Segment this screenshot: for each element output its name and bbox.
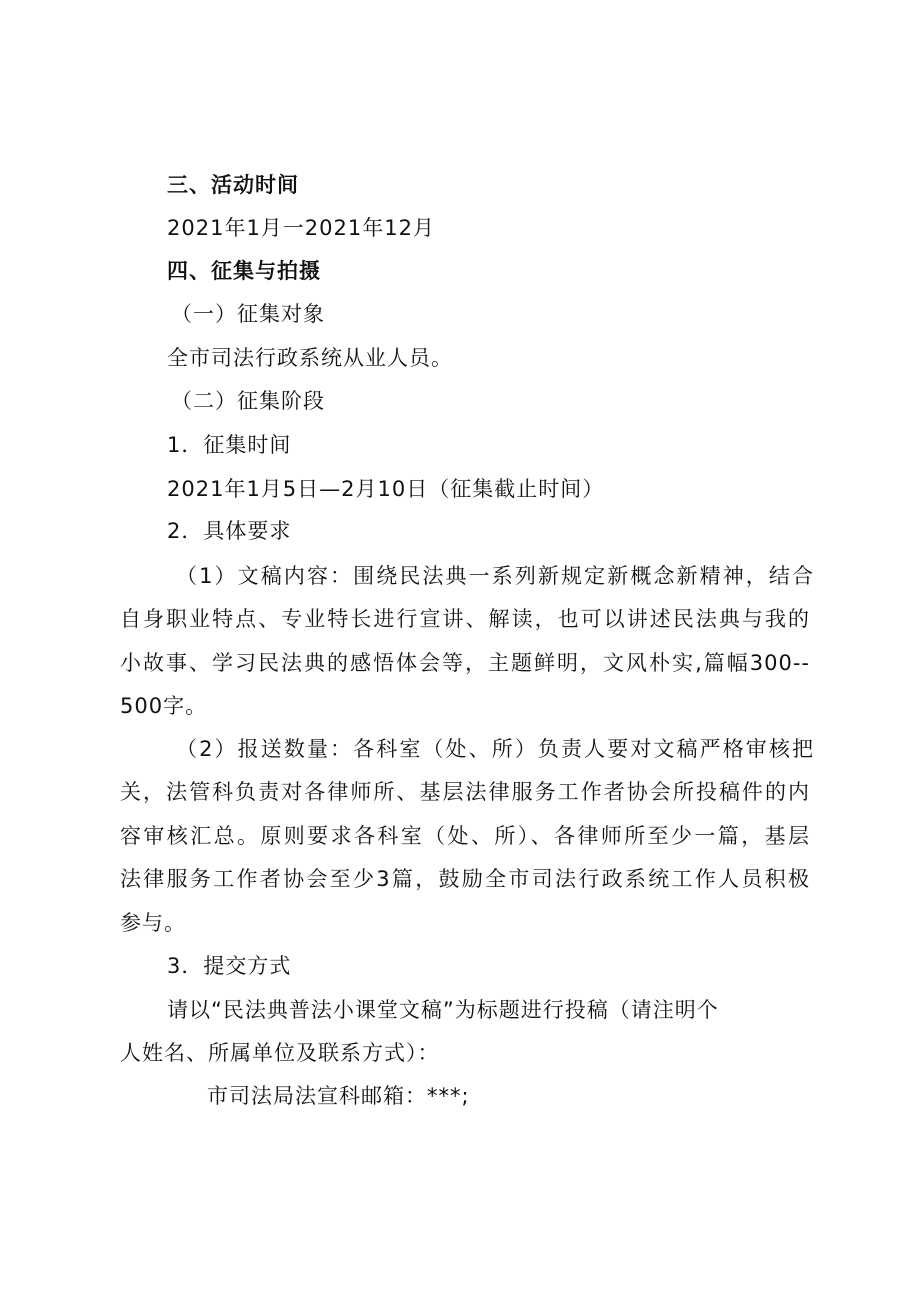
requirement-2-line-5: 参与。 [120, 911, 186, 935]
section-4-heading: 四、征集与拍摄 [167, 259, 321, 283]
subsection-2-title: （二）征集阶段 [171, 389, 325, 413]
subsection-1-title: （一）征集对象 [171, 302, 325, 326]
subsection-1-text: 全市司法行政系统从业人员。 [167, 346, 453, 370]
submission-email: 市司法局法宣科邮箱：***; [207, 1084, 470, 1108]
requirement-1-line-3: 小故事、学习民法典的感悟体会等，主题鲜明，文风朴实,篇幅300-- [120, 651, 810, 675]
section-3-heading: 三、活动时间 [167, 173, 299, 197]
requirement-1-line-4: 500字。 [120, 694, 208, 718]
requirement-2-line-3: 容审核汇总。原则要求各科室（处、所）、各律师所至少一篇，基层 [120, 824, 810, 848]
item-1-title: 1．征集时间 [167, 433, 292, 457]
requirement-2-line-1: （2）报送数量：各科室（处、所）负责人要对文稿严格审核把 [176, 737, 814, 761]
requirement-2-line-4: 法律服务工作者协会至少3篇，鼓励全市司法行政系统工作人员积极 [120, 867, 810, 891]
requirement-1-line-2: 自身职业特点、专业特长进行宣讲、解读，也可以讲述民法典与我的 [120, 607, 810, 631]
item-2-title: 2．具体要求 [167, 519, 292, 543]
requirement-1-line-1: （1）文稿内容：围绕民法典一系列新规定新概念新精神，结合 [176, 564, 814, 588]
requirement-2-line-2: 关，法管科负责对各律师所、基层法律服务工作者协会所投稿件的内 [120, 780, 810, 804]
item-1-text: 2021年1月5日—2月10日（征集截止时间） [167, 477, 605, 501]
item-3-text-line-1: 请以“民法典普法小课堂文稿”为标题进行投稿（请注明个 [167, 998, 719, 1022]
activity-time: 2021年1月一2021年12月 [167, 216, 435, 240]
item-3-title: 3．提交方式 [167, 954, 292, 978]
item-3-text-line-2: 人姓名、所属单位及联系方式）： [120, 1041, 440, 1065]
